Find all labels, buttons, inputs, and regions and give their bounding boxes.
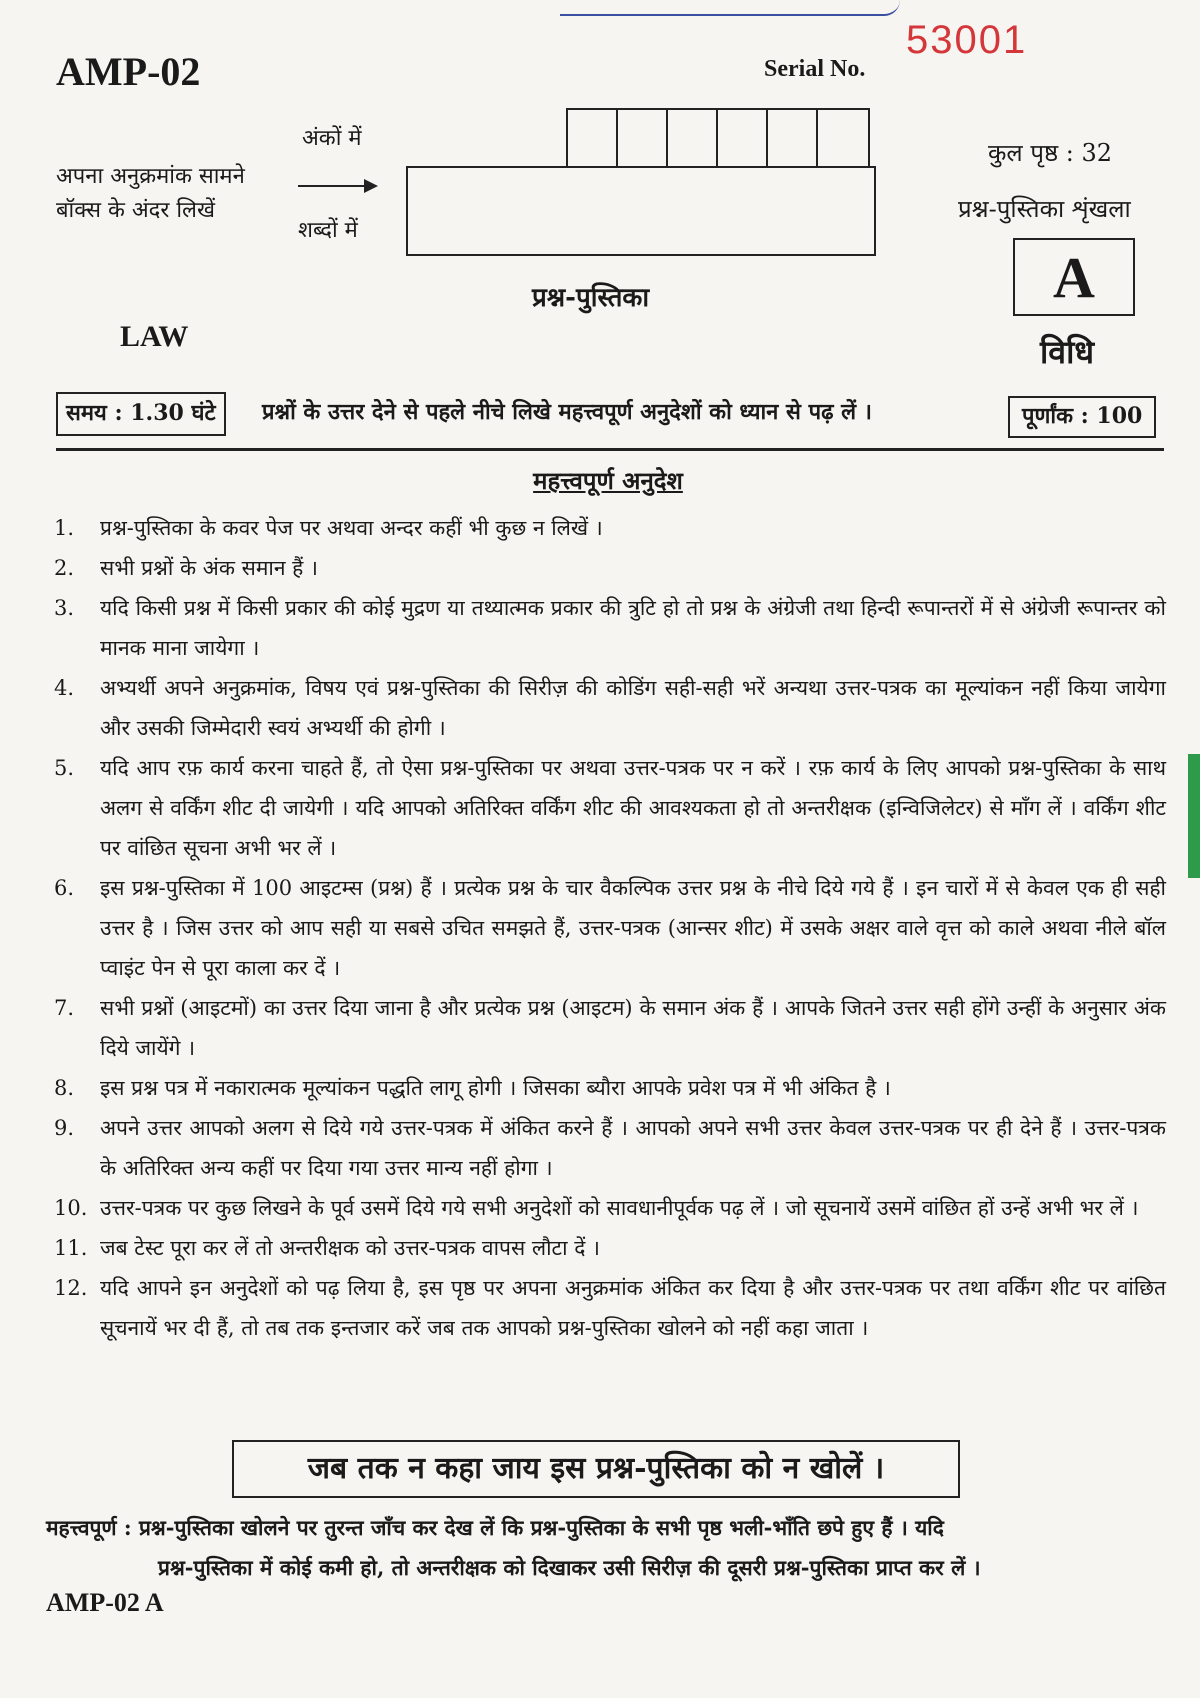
instruction-text: प्रश्न-पुस्तिका के कवर पेज पर अथवा अन्दर कहीं भी कुछ न लिखें । — [100, 516, 603, 540]
digit-box[interactable] — [618, 110, 668, 168]
max-marks-box: पूर्णांक : 100 — [1008, 396, 1156, 438]
instruction-item — [54, 508, 1166, 548]
instruction-item — [54, 1188, 1166, 1228]
serial-label: Serial No. — [764, 56, 866, 82]
subject-english: LAW — [120, 320, 189, 353]
instruction-item — [54, 1228, 1166, 1268]
instruction-item — [54, 548, 1166, 588]
instruction-number: 6. — [54, 876, 75, 900]
instruction-item — [54, 748, 1166, 868]
roll-number-digits-boxes[interactable] — [566, 108, 870, 168]
instruction-item — [54, 668, 1166, 748]
top-scribble — [560, 0, 900, 16]
footnote-line-1: महत्त्वपूर्ण : प्रश्न-पुस्तिका खोलने पर तुरन्त जाँच कर देख लें कि प्रश्न-पुस्तिका के सभी पृष्ठ भली-भाँति छपे हुए हैं । यदि — [46, 1515, 944, 1540]
serial-number: 53001 — [906, 18, 1028, 62]
digit-box[interactable] — [718, 110, 768, 168]
paper-code: AMP-02 — [56, 49, 201, 94]
instruction-text: इस प्रश्न पत्र में नकारात्मक मूल्यांकन पद्धति लागू होगी । जिसका ब्यौरा आपके प्रवेश पत्र में भी अंकित है । — [100, 1076, 891, 1100]
instruction-text: अभ्यर्थी अपने अनुक्रमांक, विषय एवं प्रश्न-पुस्तिका की सिरीज़ की कोडिंग सही-सही भरें अन्यथा उत्तर-पत्रक का मूल्यांकन नहीं किया जायेगा और उसकी जिम्मेदारी स्वयं अभ्यर्थी की होगी । — [100, 676, 1166, 740]
time-box: समय : 1.30 घंटे — [56, 392, 226, 436]
instruction-number: 11. — [54, 1236, 88, 1260]
instruction-item — [54, 1068, 1166, 1108]
do-not-open-warning: जब तक न कहा जाय इस प्रश्न-पुस्तिका को न खोलें । — [232, 1440, 960, 1498]
digit-box[interactable] — [768, 110, 818, 168]
instruction-text: यदि आपने इन अनुदेशों को पढ़ लिया है, इस पृष्ठ पर अपना अनुक्रमांक अंकित कर दिया है और उत्तर-पत्रक पर तथा वर्किंग शीट पर वांछित सूचनायें भर दी हैं, तो तब तक इन्तजार करें जब तक आपको प्रश्न-पुस्तिका खोलने को नहीं कहा जाता । — [100, 1276, 1166, 1340]
instruction-item — [54, 1108, 1166, 1188]
instruction-text: उत्तर-पत्रक पर कुछ लिखने के पूर्व उसमें दिये गये सभी अनुदेशों को सावधानीपूर्वक पढ़ लें । जो सूचनायें उसमें वांछित हों उन्हें अभी भर लें । — [100, 1196, 1139, 1220]
footer-code: AMP-02 A — [46, 1588, 164, 1617]
instruction-item — [54, 588, 1166, 668]
series-box: A — [1013, 238, 1135, 316]
header-divider — [56, 448, 1164, 451]
instruction-number: 4. — [54, 676, 75, 700]
instruction-number: 10. — [54, 1196, 88, 1220]
digit-box[interactable] — [818, 110, 868, 168]
instruction-number: 5. — [54, 756, 75, 780]
instruction-text: सभी प्रश्नों (आइटमों) का उत्तर दिया जाना है और प्रत्येक प्रश्न (आइटम) के समान अंक हैं । आपके जितने उत्तर सही होंगे उन्हीं के अनुसार अंक दिये जायेंगे । — [100, 996, 1166, 1060]
instruction-item — [54, 1268, 1166, 1348]
instruction-number: 2. — [54, 556, 75, 580]
instructions-heading: महत्त्वपूर्ण अनुदेश — [533, 466, 683, 495]
roll-number-instruction: अपना अनुक्रमांक सामने बॉक्स के अंदर लिखें — [56, 164, 245, 223]
instruction-number: 9. — [54, 1116, 75, 1140]
read-instructions-note: प्रश्नों के उत्तर देने से पहले नीचे लिखे महत्त्वपूर्ण अनुदेशों को ध्यान से पढ़ लें । — [262, 399, 873, 425]
instruction-text: सभी प्रश्नों के अंक समान हैं । — [100, 556, 318, 580]
instruction-item — [54, 988, 1166, 1068]
subject-hindi: विधि — [1040, 333, 1095, 371]
digit-box[interactable] — [668, 110, 718, 168]
instruction-number: 1. — [54, 516, 75, 540]
green-edge-mark — [1188, 754, 1200, 878]
series-label: प्रश्न-पुस्तिका शृंखला — [958, 195, 1131, 223]
instruction-text: यदि किसी प्रश्न में किसी प्रकार की कोई मुद्रण या तथ्यात्मक प्रकार की त्रुटि हो तो प्रश्न के अंग्रेजी तथा हिन्दी रूपान्तरों में से अंग्रेजी रूपान्तर को मानक माना जायेगा । — [100, 596, 1166, 660]
instruction-number: 3. — [54, 596, 75, 620]
arrow-right-icon — [298, 176, 378, 196]
instruction-number: 7. — [54, 996, 75, 1020]
digit-box[interactable] — [568, 110, 618, 168]
roll-number-words-box[interactable] — [406, 166, 876, 256]
digits-label: अंकों में — [302, 126, 362, 151]
instruction-text: इस प्रश्न-पुस्तिका में 100 आइटम्स (प्रश्न) हैं । प्रत्येक प्रश्न के चार वैकल्पिक उत्तर प्रश्न के नीचे दिये गये हैं । इन चारों में से केवल एक ही सही उत्तर है । जिस उत्तर को आप सही या सबसे उचित समझते हैं, उत्तर-पत्रक (आन्सर शीट) में उसके अक्षर वाले वृत्त को काले अथवा नीले बॉल प्वाइंट पेन से पूरा काला कर दें । — [100, 876, 1166, 980]
instruction-text: यदि आप रफ़ कार्य करना चाहते हैं, तो ऐसा प्रश्न-पुस्तिका पर अथवा उत्तर-पत्रक पर न करें । रफ़ कार्य के लिए आपको प्रश्न-पुस्तिका के साथ अलग से वर्किंग शीट दी जायेगी । यदि आपको अतिरिक्त वर्किंग शीट की आवश्यकता हो तो अन्तरीक्षक (इन्विजिलेटर) से माँग लें । वर्किंग शीट पर वांछित सूचना अभी भर लें । — [100, 756, 1166, 860]
instruction-number: 8. — [54, 1076, 75, 1100]
footnote-line-2: प्रश्न-पुस्तिका में कोई कमी हो, तो अन्तरीक्षक को दिखाकर उसी सिरीज़ की दूसरी प्रश्न-पुस्तिका प्राप्त कर लें । — [158, 1555, 981, 1580]
instruction-text: अपने उत्तर आपको अलग से दिये गये उत्तर-पत्रक में अंकित करने हैं । आपको अपने सभी उत्तर केवल उत्तर-पत्रक पर ही देने हैं । उत्तर-पत्रक के अतिरिक्त अन्य कहीं पर दिया गया उत्तर मान्य नहीं होगा । — [100, 1116, 1166, 1180]
important-footnote — [46, 1508, 1164, 1588]
total-pages: कुल पृष्ठ : 32 — [988, 139, 1112, 167]
words-label: शब्दों में — [298, 218, 358, 243]
instruction-number: 12. — [54, 1276, 88, 1300]
instructions-list — [54, 508, 1166, 1348]
booklet-title: प्रश्न-पुस्तिका — [532, 283, 650, 313]
instruction-text: जब टेस्ट पूरा कर लें तो अन्तरीक्षक को उत्तर-पत्रक वापस लौटा दें । — [100, 1236, 600, 1260]
instruction-item — [54, 868, 1166, 988]
